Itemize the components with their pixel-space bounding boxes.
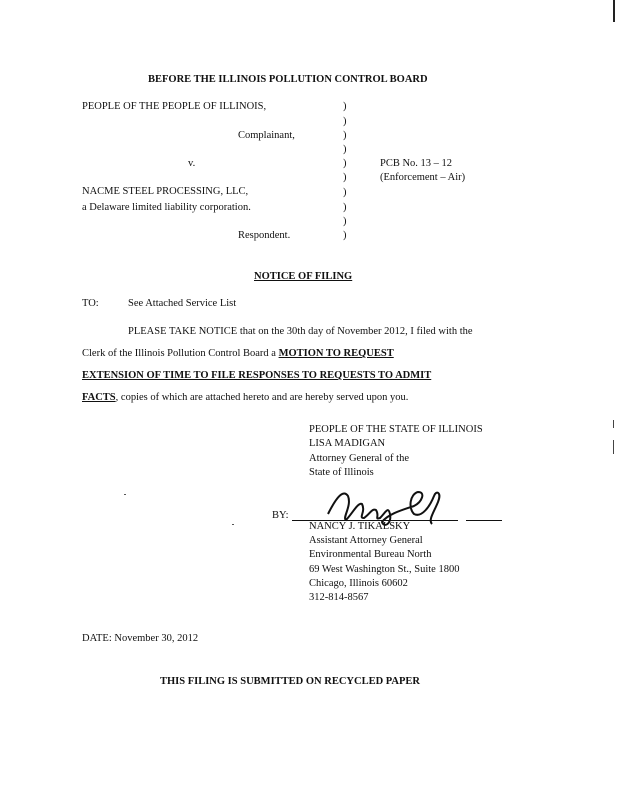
by-label: BY: <box>272 510 289 521</box>
signature-line: LISA MADIGAN <box>309 438 386 449</box>
caption-paren: ) <box>343 101 347 112</box>
scan-speck <box>124 494 126 495</box>
document-title: NOTICE OF FILING <box>254 271 353 282</box>
to-label: TO: <box>82 298 99 309</box>
motion-title-end: FACTS <box>82 392 116 403</box>
motion-title-continued: EXTENSION OF TIME TO FILE RESPONSES TO REQUESTS TO ADMIT <box>82 370 432 381</box>
complainant-party: PEOPLE OF THE PEOPLE OF ILLINOIS, <box>82 101 267 112</box>
respondent-description: a Delaware limited liability corporation. <box>82 202 251 213</box>
signer-name: NANCY J. TIKALSKY <box>309 521 411 532</box>
caption-paren: ) <box>343 158 347 169</box>
scan-edge-mark <box>613 420 614 428</box>
date-line: DATE: November 30, 2012 <box>82 633 199 644</box>
caption-paren: ) <box>343 130 347 141</box>
caption-paren: ) <box>343 116 347 127</box>
signer-office: Environmental Bureau North <box>309 549 432 560</box>
case-number: PCB No. 13 – 12 <box>380 158 453 169</box>
body-text: , copies of which are attached hereto and are hereby served upon you. <box>115 392 409 403</box>
motion-title: MOTION TO REQUEST <box>278 348 394 359</box>
signer-phone: 312-814-8567 <box>309 592 369 603</box>
scan-edge-mark <box>613 0 615 22</box>
caption-paren: ) <box>343 216 347 227</box>
scan-speck <box>232 524 234 525</box>
signature-line: Attorney General of the <box>309 453 410 464</box>
to-value: See Attached Service List <box>128 298 237 309</box>
signer-street: 69 West Washington St., Suite 1800 <box>309 564 460 575</box>
case-type: (Enforcement – Air) <box>380 172 466 183</box>
caption-paren: ) <box>343 230 347 241</box>
body-line <box>82 392 408 405</box>
body-line: PLEASE TAKE NOTICE that on the 30th day of November 2012, I filed with the <box>128 326 473 337</box>
document-heading: BEFORE THE ILLINOIS POLLUTION CONTROL BOARD <box>148 74 428 85</box>
scan-edge-mark <box>613 440 614 454</box>
complainant-role: Complainant, <box>238 130 295 141</box>
respondent-party: NACME STEEL PROCESSING, LLC, <box>82 186 249 197</box>
body-line <box>82 348 394 361</box>
signer-title: Assistant Attorney General <box>309 535 423 546</box>
caption-paren: ) <box>343 172 347 183</box>
signer-city: Chicago, Illinois 60602 <box>309 578 408 589</box>
versus-label: v. <box>188 158 196 169</box>
body-text: Clerk of the Illinois Pollution Control Board a <box>82 348 279 359</box>
caption-paren: ) <box>343 144 347 155</box>
signature-line: State of Illinois <box>309 467 374 478</box>
respondent-role: Respondent. <box>238 230 291 241</box>
caption-paren: ) <box>343 187 347 198</box>
signature-line: PEOPLE OF THE STATE OF ILLINOIS <box>309 424 483 435</box>
footer-note: THIS FILING IS SUBMITTED ON RECYCLED PAPER <box>160 676 421 687</box>
caption-paren: ) <box>343 202 347 213</box>
signature-rule <box>466 520 502 521</box>
